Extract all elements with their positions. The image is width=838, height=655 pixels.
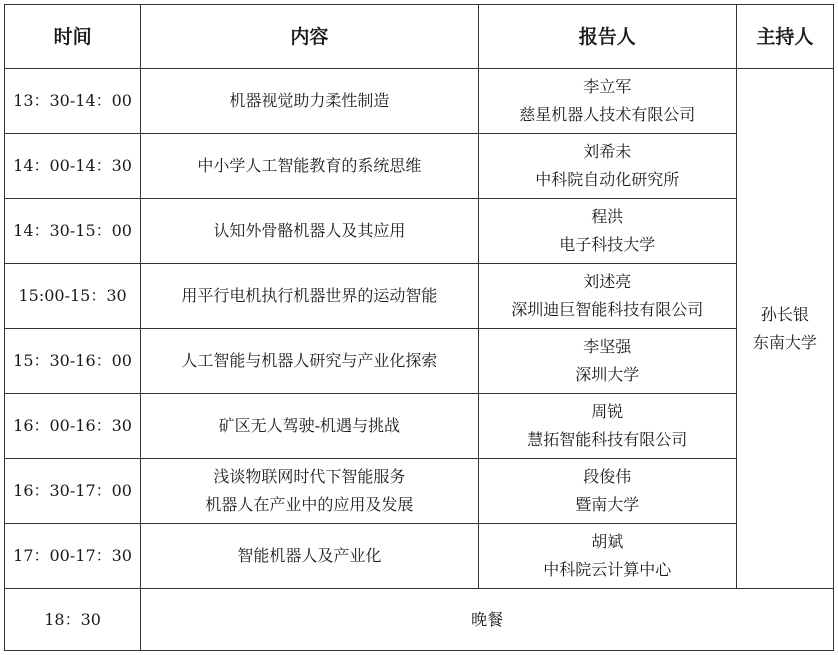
topic-cell: [141, 459, 478, 524]
topic-cell: [141, 69, 478, 134]
time-cell: 16：30-17：00: [5, 459, 141, 524]
topic-cell: [141, 134, 478, 199]
speaker-name: 刘希未: [583, 142, 632, 161]
host-name: 孙长银: [760, 304, 809, 324]
topic-text: 智能机器人及产业化: [237, 546, 382, 565]
table-row: [5, 199, 834, 264]
header-topic: 内容: [141, 5, 478, 69]
topic-text: 中小学人工智能教育的系统思维: [197, 156, 422, 175]
schedule-table: [4, 4, 834, 651]
table-row: [5, 69, 834, 134]
dinner-time: 18：30: [5, 589, 141, 651]
topic-text: 机器人在产业中的应用及发展: [205, 495, 414, 514]
speaker-name: 李坚强: [583, 337, 632, 356]
speaker-org: 深圳迪巨智能科技有限公司: [511, 300, 704, 319]
topic-text: 人工智能与机器人研究与产业化探索: [181, 351, 438, 370]
speaker-name: 刘述亮: [583, 272, 632, 291]
topic-cell: [141, 394, 478, 459]
speaker-name: 段俊伟: [583, 467, 632, 486]
table-row: [5, 524, 834, 589]
speaker-cell: [478, 459, 736, 524]
speaker-org: 电子科技大学: [559, 235, 656, 254]
time-cell: 15:00-15：30: [5, 264, 141, 329]
table-row: [5, 459, 834, 524]
topic-cell: [141, 264, 478, 329]
dinner-label: 晚餐: [141, 589, 834, 651]
topic-cell: [141, 524, 478, 589]
table-row: [5, 134, 834, 199]
table-row: [5, 329, 834, 394]
topic-cell: [141, 329, 478, 394]
speaker-cell: [478, 394, 736, 459]
topic-cell: [141, 199, 478, 264]
time-cell: 16：00-16：30: [5, 394, 141, 459]
table-row: [5, 394, 834, 459]
time-cell: 14：00-14：30: [5, 134, 141, 199]
speaker-cell: [478, 69, 736, 134]
time-cell: 17：00-17：30: [5, 524, 141, 589]
topic-text: 认知外骨骼机器人及其应用: [213, 221, 406, 240]
host-org: 东南大学: [752, 332, 817, 352]
speaker-name: 周锐: [591, 402, 624, 421]
table-row: [5, 264, 834, 329]
header-time: 时间: [5, 5, 141, 69]
speaker-org: 暨南大学: [575, 495, 640, 514]
speaker-name: 胡斌: [591, 532, 624, 551]
header-host: 主持人: [736, 5, 833, 69]
header-speaker: 报告人: [478, 5, 736, 69]
time-cell: 13：30-14：00: [5, 69, 141, 134]
time-cell: 15：30-16：00: [5, 329, 141, 394]
topic-text: 浅谈物联网时代下智能服务: [213, 467, 406, 486]
speaker-org: 中科院自动化研究所: [535, 170, 680, 189]
speaker-org: 慧拓智能科技有限公司: [527, 430, 688, 449]
speaker-cell: [478, 329, 736, 394]
header-row: [5, 5, 834, 69]
speaker-org: 慈星机器人技术有限公司: [519, 105, 696, 124]
speaker-cell: [478, 264, 736, 329]
topic-text: 机器视觉助力柔性制造: [229, 91, 390, 110]
dinner-row: [5, 589, 834, 651]
speaker-name: 程洪: [591, 207, 624, 226]
time-cell: 14：30-15：00: [5, 199, 141, 264]
speaker-cell: [478, 134, 736, 199]
speaker-org: 深圳大学: [575, 365, 640, 384]
speaker-cell: [478, 199, 736, 264]
host-cell: [736, 69, 833, 589]
speaker-org: 中科院云计算中心: [543, 560, 672, 579]
speaker-name: 李立军: [583, 77, 632, 96]
topic-text: 用平行电机执行机器世界的运动智能: [181, 286, 438, 305]
speaker-cell: [478, 524, 736, 589]
topic-text: 矿区无人驾驶-机遇与挑战: [218, 416, 401, 435]
